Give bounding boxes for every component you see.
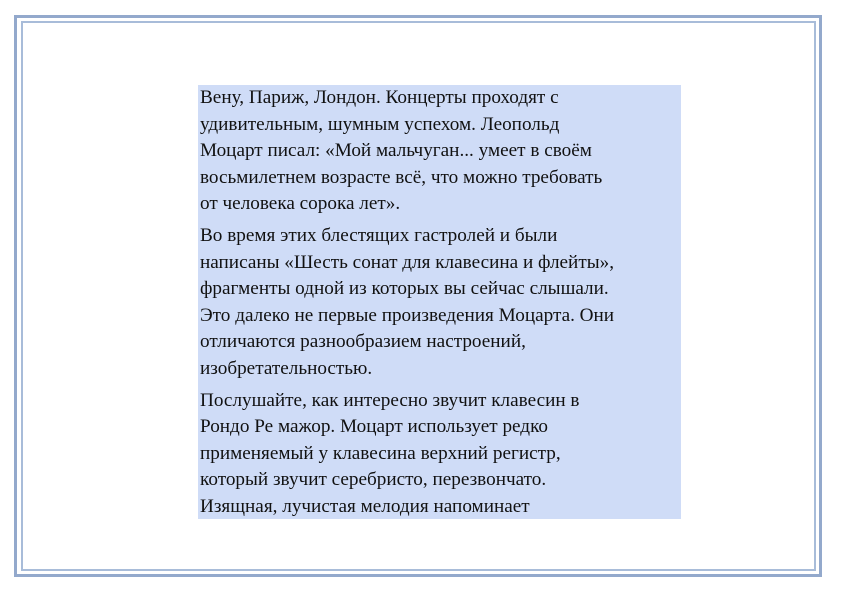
text-box [198,85,681,519]
paragraph-1 [200,85,681,218]
paragraph-line: Вену, Париж, Лондон. Концерты проходят с [200,87,559,108]
paragraph-line: удивительным, шумным успехом. Леопольд [200,113,560,135]
paragraph-2 [200,223,681,383]
paragraph-line: от человека сорока лет». [200,193,401,215]
paragraph-3 [200,388,681,519]
paragraph-line: Послушайте, как интересно звучит клавесин в [200,389,580,411]
paragraph-line: Изящная, лучистая мелодия напоминает [200,495,530,517]
paragraph-line: восьмилетнем возрасте всё, что можно требовать [200,166,603,188]
paragraph-line: Это далеко не первые произведения Моцарта. Они [200,304,615,326]
paragraph-line: Моцарт писал: «Мой мальчуган... умеет в своём [200,140,592,162]
paragraph-line: отличаются разнообразием настроений, [200,331,526,353]
paragraph-line: применяемый у клавесина верхний регистр, [200,442,561,464]
paragraph-line: который звучит серебристо, перезвончато. [200,469,547,491]
paragraph-line: изобретательностью. [200,357,373,379]
paragraph-line: Рондо Ре мажор. Моцарт использует редко [200,416,549,438]
paragraph-line: фрагменты одной из которых вы сейчас слышали. [200,278,609,300]
paragraph-line: написаны «Шесть сонат для клавесина и флейты», [200,251,614,273]
paragraph-line: Во время этих блестящих гастролей и были [200,224,558,246]
